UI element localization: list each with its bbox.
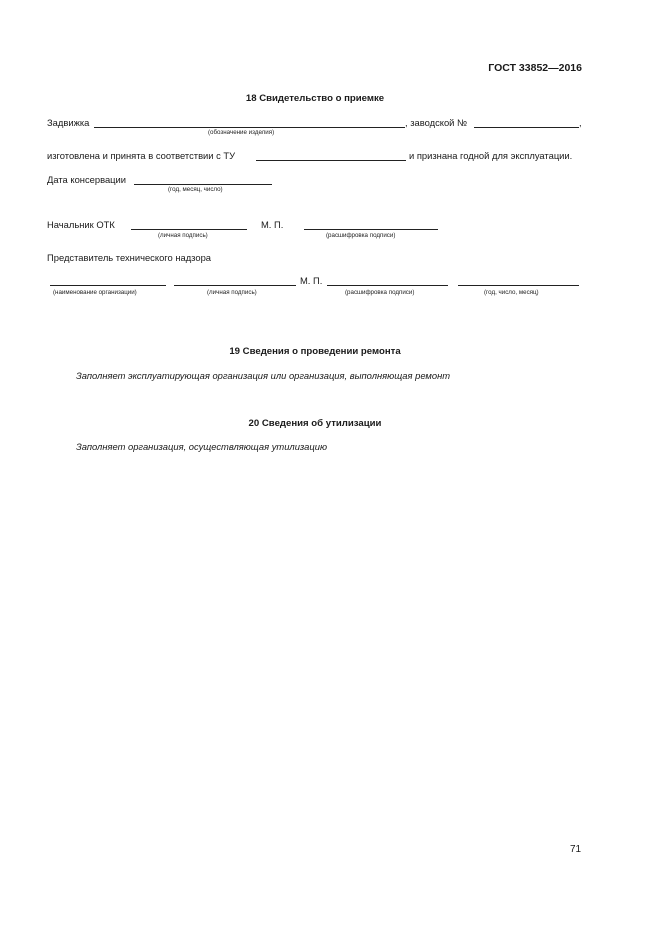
- serial-number-line[interactable]: [474, 127, 579, 128]
- valve-designation-line[interactable]: [94, 127, 405, 128]
- conservation-caption: (год, месяц, число): [168, 186, 223, 193]
- serial-end: ,: [579, 117, 582, 128]
- otk-decode-caption: (расшифровка подписи): [326, 232, 396, 239]
- rep-label: Представитель технического надзора: [47, 252, 212, 263]
- rep-org-line[interactable]: [50, 285, 166, 286]
- section-20-note: Заполняет организация, осуществляющая утилизацию: [76, 441, 328, 452]
- rep-signature-line[interactable]: [174, 285, 296, 286]
- made-suffix: и признана годной для эксплуатации.: [409, 150, 573, 161]
- rep-decode-line[interactable]: [327, 285, 448, 286]
- made-prefix: изготовлена и принята в соответствии с ТУ: [47, 150, 236, 161]
- otk-sign-caption: (личная подпись): [158, 232, 208, 239]
- otk-stamp: М. П.: [261, 219, 284, 230]
- rep-date-caption: (год, число, месяц): [484, 289, 539, 296]
- valve-designation-caption: (обозначение изделия): [208, 129, 275, 136]
- rep-date-line[interactable]: [458, 285, 579, 286]
- serial-label: , заводской №: [405, 117, 468, 128]
- conservation-date-line[interactable]: [134, 184, 272, 185]
- section-20-title: 20 Сведения об утилизации: [248, 418, 382, 429]
- standard-number: ГОСТ 33852—2016: [488, 62, 582, 74]
- rep-sign-caption: (личная подпись): [207, 289, 257, 296]
- otk-signature-line[interactable]: [131, 229, 247, 230]
- rep-org-caption: (наименование организации): [53, 289, 137, 296]
- section-19-title: 19 Сведения о проведении ремонта: [229, 346, 401, 357]
- page-number: 71: [570, 844, 582, 855]
- valve-label: Задвижка: [47, 117, 90, 128]
- rep-decode-caption: (расшифровка подписи): [345, 289, 415, 296]
- section-19-note: Заполняет эксплуатирующая организация или организация, выполняющая ремонт: [76, 370, 451, 381]
- otk-label: Начальник ОТК: [47, 219, 115, 230]
- section-18-title: 18 Свидетельство о приемке: [245, 93, 385, 104]
- conservation-label: Дата консервации: [47, 174, 127, 185]
- otk-decode-line[interactable]: [304, 229, 438, 230]
- tu-line[interactable]: [256, 160, 406, 161]
- rep-stamp: М. П.: [300, 275, 323, 286]
